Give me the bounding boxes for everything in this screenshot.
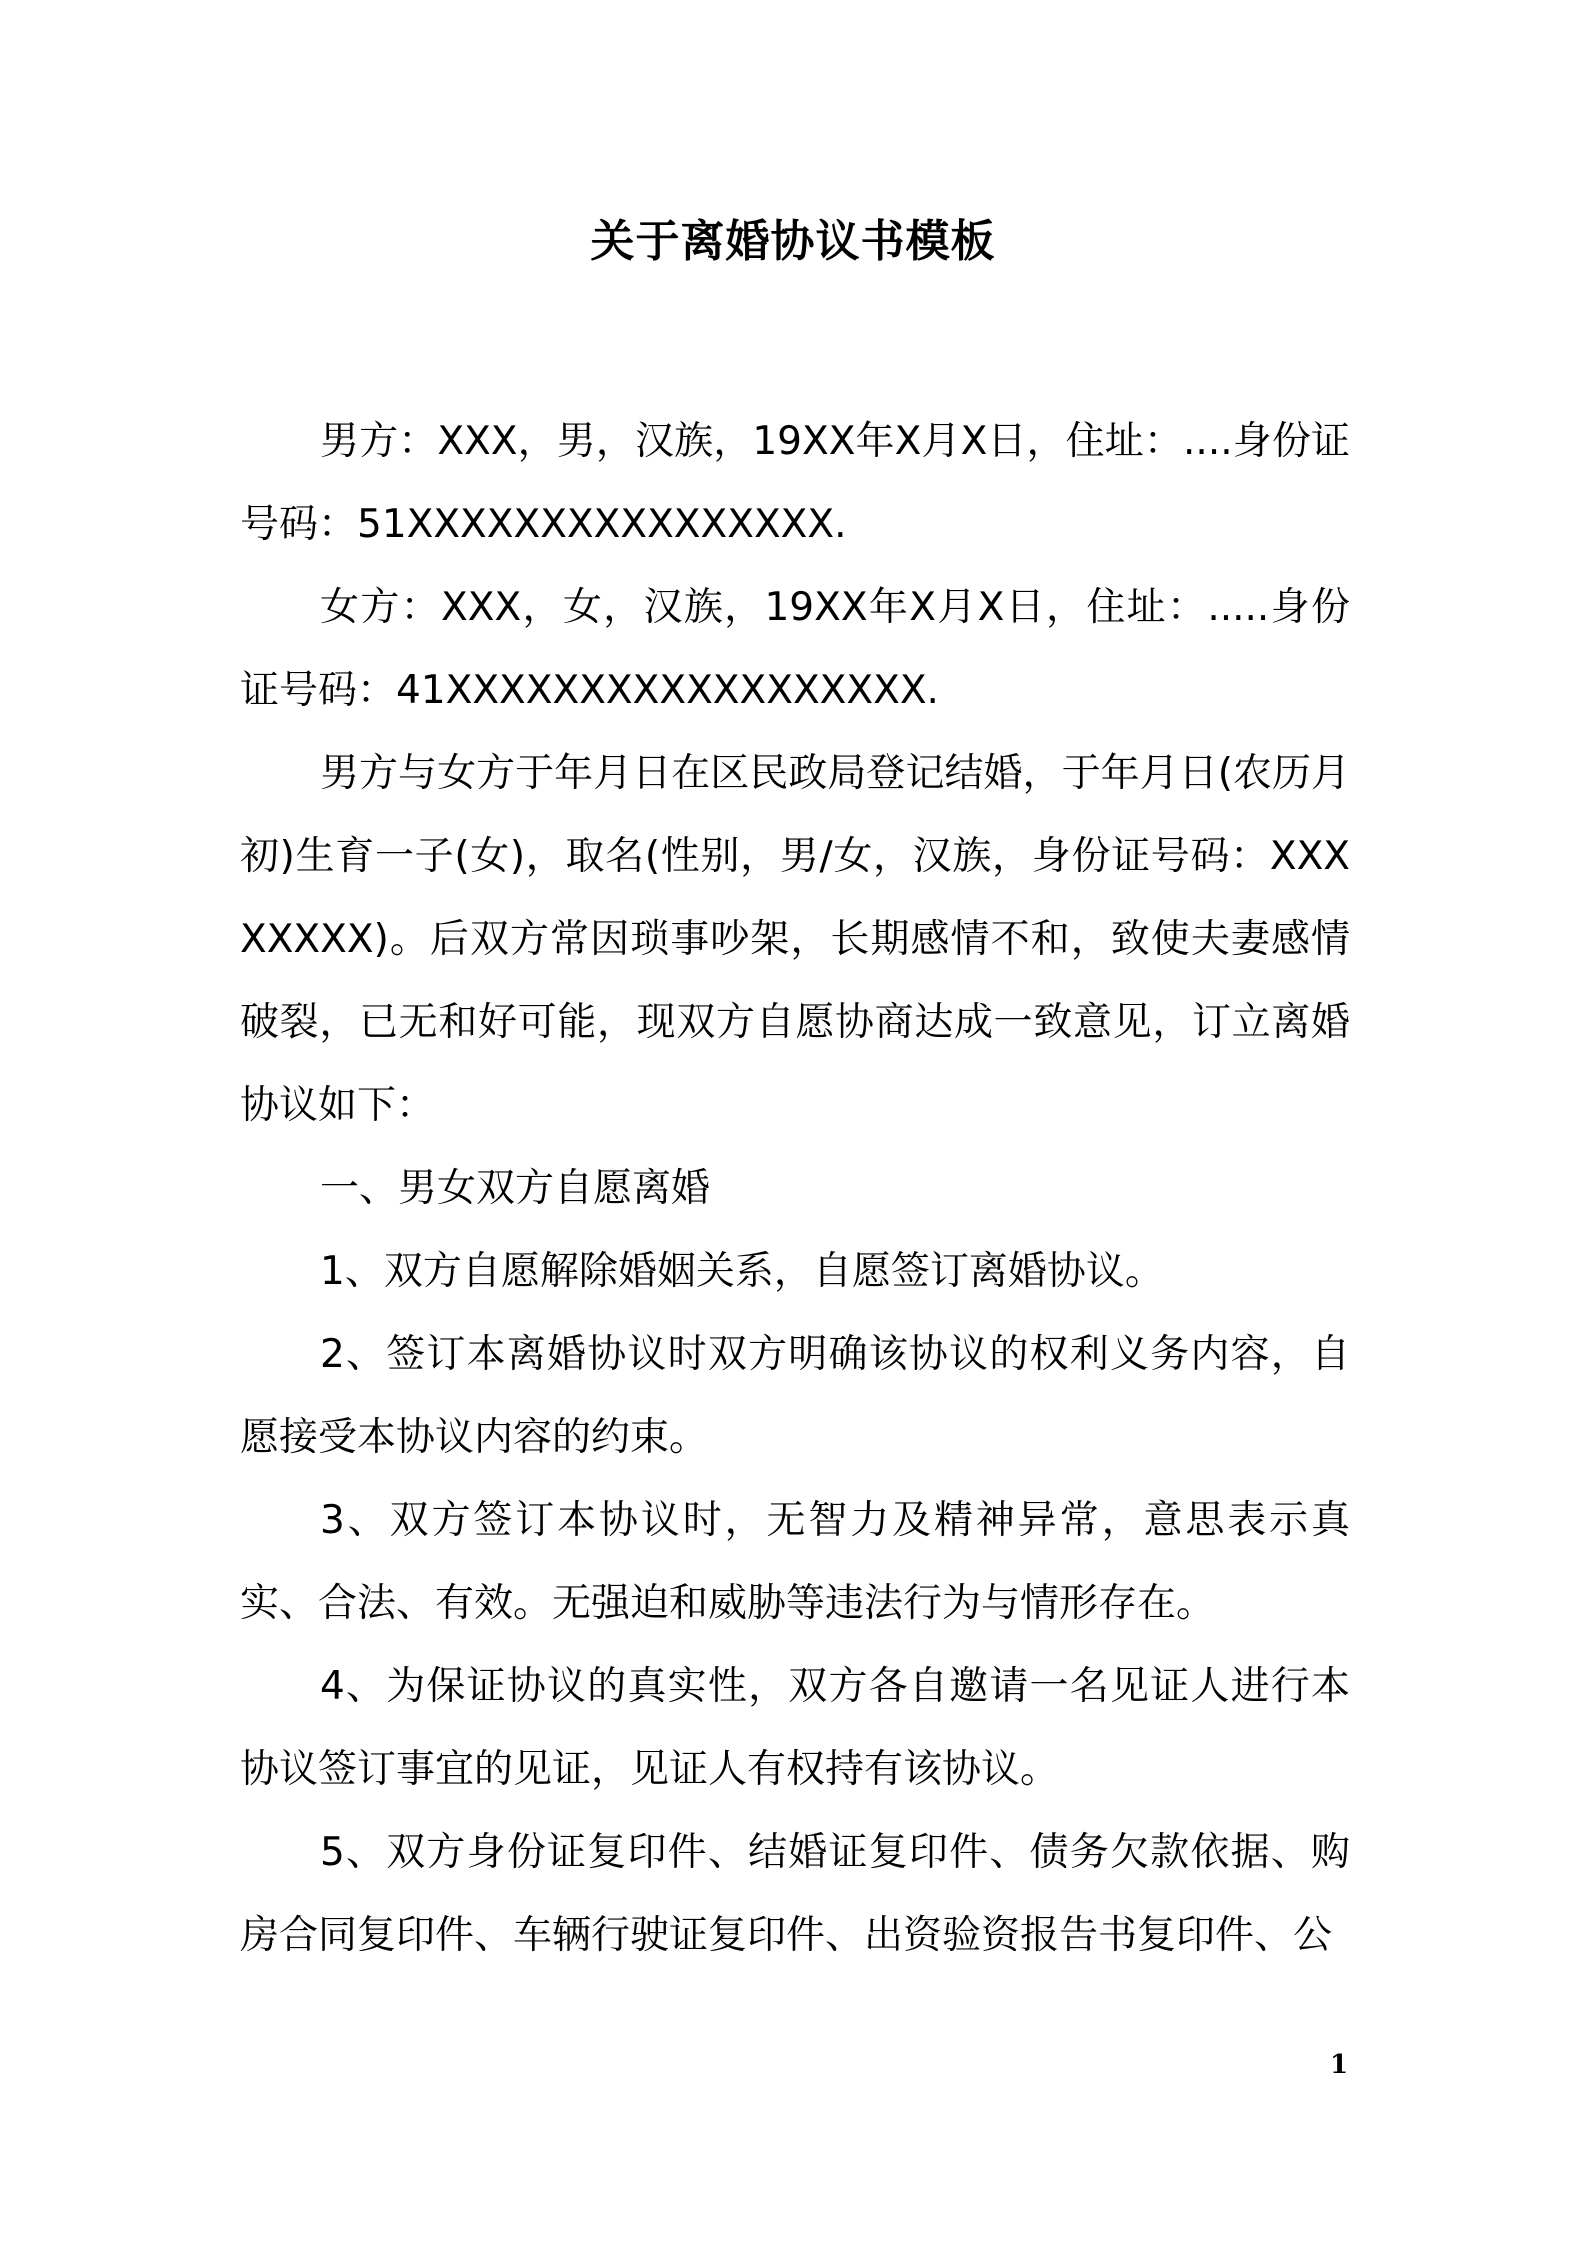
paragraph-background: 男方与女方于年月日在区民政局登记结婚，于年月日(农历月初)生育一子(女)，取名(性别，男/女，汉族，身份证号码：XXXXXXXX)。后双方常因琐事吵架，长期感情不和，致使夫妻感情破裂，已无和好可能，现双方自愿协商达成一致意见，订立离婚协议如下： (240, 751, 1350, 1128)
clause-1: 1、双方自愿解除婚姻关系，自愿签订离婚协议。 (320, 1249, 1164, 1294)
paragraph-female-party: 女方：XXX，女，汉族，19XX年X月X日，住址：.....身份证号码：41XXXXXXXXXXXXXXXXXX. (240, 585, 1350, 713)
paragraph-male-party: 男方：XXX，男，汉族，19XX年X月X日，住址：....身份证号码：51XXXXXXXXXXXXXXXX. (240, 419, 1350, 547)
clause-3: 3、双方签订本协议时，无智力及精神异常，意思表示真实、合法、有效。无强迫和威胁等违法行为与情形存在。 (240, 1498, 1350, 1626)
section-heading-1: 一、男女双方自愿离婚 (320, 1166, 711, 1211)
document-body (240, 400, 1350, 1977)
clause-4: 4、为保证协议的真实性，双方各自邀请一名见证人进行本协议签订事宜的见证，见证人有权持有该协议。 (240, 1664, 1350, 1792)
page-number: 1 (1330, 2050, 1349, 2080)
clause-2: 2、签订本离婚协议时双方明确该协议的权利义务内容，自愿接受本协议内容的约束。 (240, 1332, 1350, 1460)
clause-5: 5、双方身份证复印件、结婚证复印件、债务欠款依据、购房合同复印件、车辆行驶证复印件、出资验资报告书复印件、公 (240, 1830, 1350, 1958)
document-title: 关于离婚协议书模板 (590, 216, 996, 267)
